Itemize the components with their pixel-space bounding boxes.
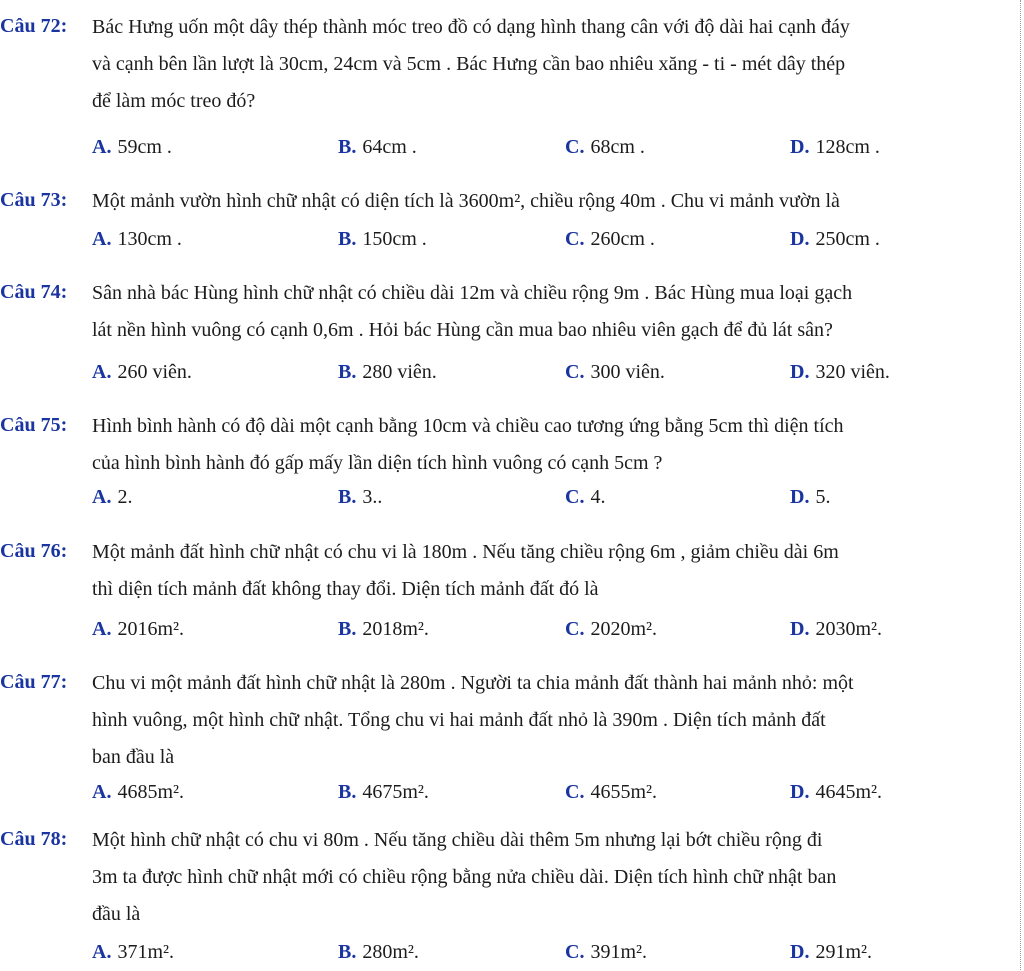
option-a[interactable]: A. 59cm . bbox=[92, 136, 172, 158]
option-c[interactable]: C. 4. bbox=[565, 486, 606, 508]
stem-line: của hình bình hành đó gấp mấy lần diện tích hình vuông có cạnh 5cm ? bbox=[92, 452, 663, 474]
stem-line: để làm móc treo đó? bbox=[92, 90, 256, 112]
question-77 bbox=[0, 668, 1022, 776]
option-c[interactable]: C. 2020m². bbox=[565, 618, 658, 640]
option-a[interactable]: A. 2. bbox=[92, 486, 133, 508]
question-75 bbox=[0, 411, 1022, 483]
stem-line: Một hình chữ nhật có chu vi 80m . Nếu tăng chiều dài thêm 5m nhưng lại bớt chiều rộng đi bbox=[92, 829, 823, 851]
question-label: Câu 77: bbox=[0, 671, 68, 693]
question-label: Câu 75: bbox=[0, 414, 68, 436]
question-78 bbox=[0, 825, 1022, 933]
stem-line: Một mảnh vườn hình chữ nhật có diện tích là 3600m², chiều rộng 40m . Chu vi mảnh vườn là bbox=[92, 190, 840, 212]
options-74 bbox=[0, 361, 1022, 391]
stem-line: ban đầu là bbox=[92, 746, 175, 768]
option-d[interactable]: D. 291m². bbox=[790, 941, 873, 963]
question-label: Câu 73: bbox=[0, 189, 68, 211]
stem-line: hình vuông, một hình chữ nhật. Tổng chu vi hai mảnh đất nhỏ là 390m . Diện tích mảnh đất bbox=[92, 709, 826, 731]
option-d[interactable]: D. 320 viên. bbox=[790, 361, 890, 383]
options-75 bbox=[0, 486, 1022, 516]
question-73 bbox=[0, 186, 1022, 222]
options-72 bbox=[0, 136, 1022, 166]
question-label: Câu 74: bbox=[0, 281, 68, 303]
stem-line: và cạnh bên lần lượt là 30cm, 24cm và 5cm . Bác Hưng cần bao nhiêu xăng - ti - mét dây thép bbox=[92, 53, 846, 75]
option-b[interactable]: B. 64cm . bbox=[338, 136, 417, 158]
stem-line: lát nền hình vuông có cạnh 0,6m . Hỏi bác Hùng cần mua bao nhiêu viên gạch để đủ lát sân? bbox=[92, 319, 833, 341]
stem-line: thì diện tích mảnh đất không thay đổi. Diện tích mảnh đất đó là bbox=[92, 578, 599, 600]
option-b[interactable]: B. 150cm . bbox=[338, 228, 427, 250]
option-d[interactable]: D. 5. bbox=[790, 486, 831, 508]
option-c[interactable]: C. 260cm . bbox=[565, 228, 655, 250]
option-a[interactable]: A. 2016m². bbox=[92, 618, 185, 640]
stem-line: 3m ta được hình chữ nhật mới có chiều rộng bằng nửa chiều dài. Diện tích hình chữ nhật ban bbox=[92, 866, 837, 888]
question-stem bbox=[92, 665, 1022, 776]
question-stem bbox=[92, 822, 1022, 933]
option-a[interactable]: A. 130cm . bbox=[92, 228, 182, 250]
question-label: Câu 72: bbox=[0, 15, 68, 37]
stem-line: đầu là bbox=[92, 903, 141, 925]
options-78 bbox=[0, 941, 1022, 971]
question-stem bbox=[92, 534, 1022, 608]
question-72 bbox=[0, 12, 1022, 112]
question-76 bbox=[0, 537, 1022, 609]
question-stem bbox=[92, 9, 1022, 120]
question-stem bbox=[92, 408, 1022, 482]
option-d[interactable]: D. 2030m². bbox=[790, 618, 883, 640]
option-b[interactable]: B. 3.. bbox=[338, 486, 383, 508]
stem-line: Sân nhà bác Hùng hình chữ nhật có chiều dài 12m và chiều rộng 9m . Bác Hùng mua loại gạch bbox=[92, 282, 853, 304]
option-a[interactable]: A. 4685m². bbox=[92, 781, 185, 803]
option-d[interactable]: D. 250cm . bbox=[790, 228, 880, 250]
option-b[interactable]: B. 280m². bbox=[338, 941, 419, 963]
option-b[interactable]: B. 2018m². bbox=[338, 618, 429, 640]
option-c[interactable]: C. 4655m². bbox=[565, 781, 658, 803]
options-73 bbox=[0, 228, 1022, 258]
option-b[interactable]: B. 4675m². bbox=[338, 781, 429, 803]
stem-line: Chu vi một mảnh đất hình chữ nhật là 280m . Người ta chia mảnh đất thành hai mảnh nhỏ: một bbox=[92, 672, 854, 694]
option-d[interactable]: D. 4645m². bbox=[790, 781, 883, 803]
question-stem bbox=[92, 275, 1022, 349]
option-d[interactable]: D. 128cm . bbox=[790, 136, 880, 158]
option-a[interactable]: A. 260 viên. bbox=[92, 361, 192, 383]
option-a[interactable]: A. 371m². bbox=[92, 941, 175, 963]
option-c[interactable]: C. 391m². bbox=[565, 941, 648, 963]
question-label: Câu 76: bbox=[0, 540, 68, 562]
options-76 bbox=[0, 618, 1022, 648]
option-b[interactable]: B. 280 viên. bbox=[338, 361, 437, 383]
question-74 bbox=[0, 278, 1022, 350]
stem-line: Hình bình hành có độ dài một cạnh bằng 10cm và chiều cao tương ứng bằng 5cm thì diện tích bbox=[92, 415, 844, 437]
option-c[interactable]: C. 68cm . bbox=[565, 136, 645, 158]
option-c[interactable]: C. 300 viên. bbox=[565, 361, 665, 383]
stem-line: Một mảnh đất hình chữ nhật có chu vi là 180m . Nếu tăng chiều rộng 6m , giảm chiều dài 6m bbox=[92, 541, 839, 563]
stem-line: Bác Hưng uốn một dây thép thành móc treo đồ có dạng hình thang cân với độ dài hai cạnh đáy bbox=[92, 16, 850, 38]
question-stem bbox=[92, 183, 1022, 220]
question-label: Câu 78: bbox=[0, 828, 68, 850]
options-77 bbox=[0, 781, 1022, 811]
